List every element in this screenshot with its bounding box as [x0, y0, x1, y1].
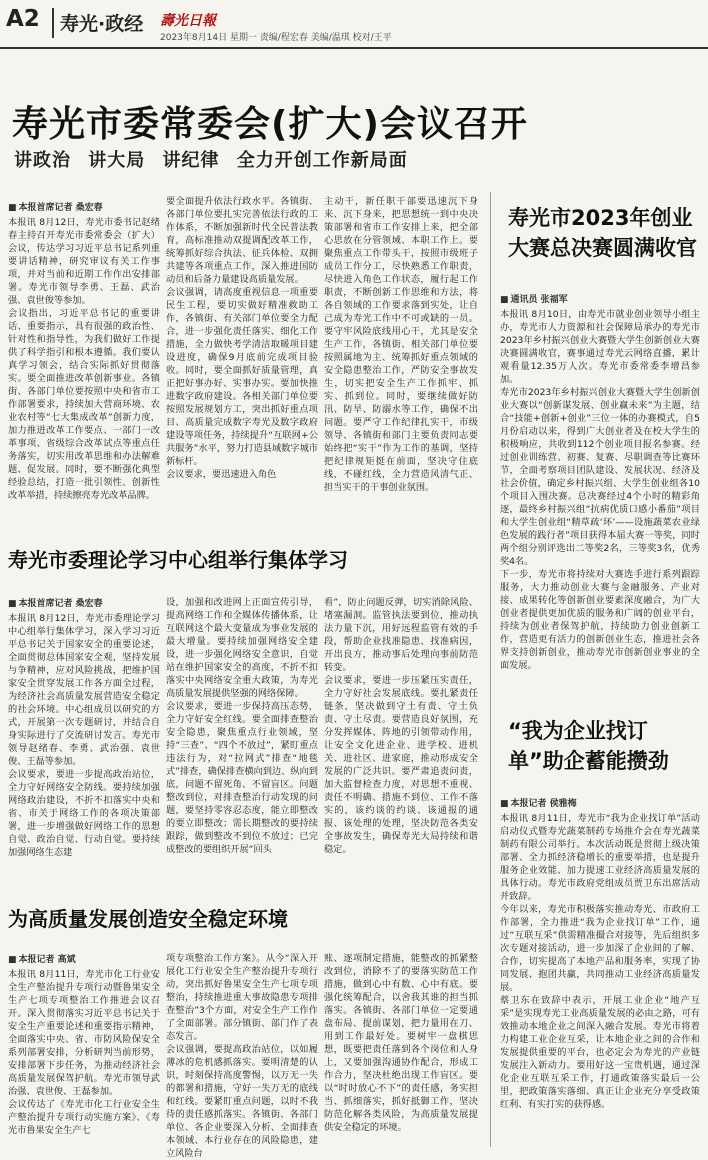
lead-subheadline: 讲政治 讲大局 讲纪律 全力开创工作新局面	[14, 150, 408, 171]
art2-byline: ■ 本报首席记者 桑宏春	[8, 596, 103, 609]
lead-column-3: 主动干，新任职干部要迅速沉下身来、沉下身来，把思想统一到中央决策部署和省市工作安排上来，把全部心思放在分管领域、本职工作上。要聚焦重点工作带头干，按照市级班子成员工作分工，尽快熟悉工作职责，尽快进入角色工作状态，履行起工作职责，不断创新工作思维和方法，将各自领域的工作要求落到实处，让自己成为寿光工作中不可或缺的一员。要守牢风险底线用心干，尤其是安全生产工作，各镇街、相关部门单位要按照属地为主、统筹抓好重点领域的安全隐患整治工作，严防安全事故发生，切实把安全生产工作抓牢、抓实、抓到位。同时，要继续做好防汛、防旱、防溺水等工作，确保不出问题。要严守工作纪律扎实干，市级领导、各镇街和部门主要负责同志要始终把“实干”作为工作的基调，坚持把纪律规矩挺在前面，坚决守住底线，不碰红线，全力营造风清气正、担当实干的干事创业氛围。	[324, 196, 478, 493]
art3-column-1: 本报讯 8月11日，寿光市化工行业安全生产整治提升专项行动暨鲁果安全生产七项专项整治工作推进会议召开。深入贯彻落实习近平总书记关于安全生产重要论述和重要指示精神，全面落实中央、省、市防风险保安全系列部署安排，分析研判当前形势，安排部署下步任务，为推动经济社会高质量发展保驾护航。寿光市领导武治强、袁世俊、王磊参加。 会议传达了《寿光市化工行业安全生产整治提升专项行动实施方案》、《寿光市鲁果安全生产七	[8, 969, 160, 1136]
side2-byline: ■ 本报记者 侯雅梅	[500, 796, 577, 809]
page-number: A2	[6, 6, 40, 32]
side1-byline: ■ 通讯员 张福军	[500, 292, 568, 305]
lead-headline: 寿光市委常委会(扩大)会议召开	[12, 104, 528, 145]
art3-column-2: 项专项整治工作方案》。从今“深入开展化工行业安全生产整治提升专项行动，突出抓好鲁果安全生产七项专项整治，持续推进重大事故隐患专项排查整治”3个方面，对安全生产工作作了全面部署。部分镇街、部门作了表态发言。 会议强调，要提高政治站位，以如履薄冰的危机感抓落实。要明清楚的认识，时刻保持高度警惕，以万无一失的都署和措施，守好一失万无的底线和红线。要紧盯重点问题，以时不我待的责任感抓落实。各镇街、各部门单位、各企业要深入分析、全面排查本领域、本行业存在的风险隐患，建立风险台	[166, 953, 318, 1159]
art3-byline: ■ 本报记者 高斌	[8, 952, 76, 965]
side2-headline: “我为企业找订单”助企蓄能攒劲	[508, 719, 669, 773]
lead-byline: ■ 本报首席记者 桑宏春	[8, 200, 103, 213]
section-name: 寿光·政经	[60, 13, 144, 35]
lead-column-2: 要全面提升依法行政水平。各镇街、各部门单位要扎实完善依法行政的工作体系，不断加强新时代全民普法教育，高标准推动双提调配改革工作，统筹抓好综合执法、征兵体检、双拥共建等各项重点工作，深入推进国防动员和后备力量建设高质量发展。 会议强调，请高度重视信息一项重要民生工程，要切实做好精准救助工作，各镇街、有关部门单位要全力配合，进一步强化责任落实、细化工作措施，全力做快考学清洁取暖项目建设进度，确保9月底前完成项目验收。同时，要全面抓好质量管理，真正把好事办好、实事办实。要加快推进数字政府建设。各相关部门单位要按照发展规划方工，突出抓好重点项目、高质量完成数字寿光及数字政府建设等项任务，持续提升“互联网+公共服务”水平，努力打造县域数字城市新标杆。 会议要求，要迅速进入角色	[166, 196, 318, 480]
page-header	[0, 0, 708, 46]
art2-column-1: 本报讯 8月12日，寿光市委理论学习中心组举行集体学习，深入学习习近平总书记关于国家安全的重要论述，全面贯彻总体国家安全观，坚持发展与争精神，应对风险挑战，把维护国家安全贯穿发展工作各方面全过程，为经济社会高质量发展营造安全稳定的社会环境。中心组成员以研究的方式，开展第一次专题研讨，并结合自身实际进行了交流研讨发言。寿光市领导赵绪春、李勇、武治强、袁世俊、王磊等参加。 会议要求，要进一步提高政治站位，全力守好网络安全防线。要持续加强网络政治建设，不折不扣落实中央和省、市关于网络工作的各项决策部署，进一步增强做好网络工作的思想自觉、政治自觉、行动自觉。要持续加强网络生态建	[8, 613, 160, 858]
sidebar-divider	[490, 192, 491, 1147]
art3-headline: 为高质量发展创造安全稳定环境	[8, 907, 288, 931]
side2-body: 本报讯 8月11日，寿光市“我为企业找订单”活动启动仪式暨寿光蔬菜制药专场推介会在寿光蔬菜制药有限公司举行。本次活动既是贯彻上级决策部署、全力抓经济稳增长的重要举措，也是提升服务企业效能、加力提速工业经济高质量发展的具体行动。寿光市政府党组成员贾卫东出席活动并致辞。 今年以来，寿光市积极落实推动寿光、市政府工作部署，全力推进“我为企业找订单”工作，通过“互联互采”供需精准撮合对接等，先后组织多次专题对接活动，进一步加深了企业间的了解、合作，切实提高了本地产品和服务率，实现了协同发展、抱团共赢，共同推动工业经济高质量发展。 蔡卫东在致辞中表示，开展工业企业“地产互采”是实现寿光工业高质量发展的必由之路，可有效推动本地企业之间深入融合发展。寿光市将着力构建工业企业互采，让本地企业之间的合作和发展提供重要的平台，也必定会为寿光的产业链发展注入新动力。要用好这一宝贵机遇，通过深化企业互联互采工作，打通政策落实最后一公里，把政策落实落细、真正让企业充分享受政策红利、有实打实的获得感。	[500, 813, 700, 1110]
lead-column-1: 本报讯 8月12日，寿光市委书记赵绪春主持召开寿光市委常委会（扩大）会议，传达学习习近平总书记系列重要讲话精神，研究审议有关工作事项，并对当前和近期工作作出安排部署。寿光市领导李勇、王磊、武治强、袁世俊等参加。 会议指出，习近平总书记的重要讲话、重要指示，具有很强的政治性、针对性和指导性，为我们做好工作提供了科学指引和根本遵循。我们要认真学习领会，结合实际抓好贯彻落实。要全面推进改革创新事业。各镇街、各部门单位要按照中央和省市工作部署要求，持续加大营商环境、农业农村等“七大集成改革”创新力度，加力推进改革工作要点、一部门一改革事项、省级综合改革试点等重点任务落实，切实用改革思维和办法解难题、促发展。同时，要不断强化典型经验总结，打造一批引领性、创新性改革举措，持续擦亮寿光改革品牌。	[8, 217, 160, 501]
issue-meta: 2023年8月14日 星期一 责编/程宏春 美编/温琪 校对/王平	[160, 33, 392, 43]
side1-headline: 寿光市2023年创业大赛总决赛圆满收官	[508, 206, 697, 260]
art2-column-2: 设，加强和改进网上正面宣传引导，提高网络工作和全媒体传播体系，让互联网这个最大变量成为事业发展的最大增量。要持续加强网络安全建设，进一步强化网络安全意识，自觉站在维护国家安全的高度，不折不扣落实中央网络安全重大政策，为寿光高质量发展提供坚强的网络保障。 会议要求，要进一步保持高压态势，全力守好安全红线。要全面排查整治安全隐患，聚焦重点行业领域，坚持“三查”、“四个不放过”，紧盯重点违法行为，对“拉网式”排查“地毯式”排查，确保排查横向到边、纵向到底，问题不留死角、不留盲区。问题整改到位，对排查整治行动发现的问题，要坚持零容忍态度，能立即整改的要立即整改；需长期整改的要持续跟踪，做到整改不到位不放过；已完成整改的要组织开展“回头	[166, 597, 318, 855]
art2-headline: 寿光市委理论学习中心组举行集体学习	[8, 548, 348, 572]
side1-body: 本报讯 8月10日，由寿光市就业创业领导小组主办，寿光市人力资源和社会保障局承办的寿光市2023年乡村振兴创业大赛暨大学生创新创业大赛决赛圆满收官，赛事通过寿光云网络直播，累计观看量12.35万人次。寿光市委常委李增昌参加。 寿光市2023年乡村振兴创业大赛暨大学生创新创业大赛以“创新谋发展、创业赢未来”为主题，结合“技能+创新+创业”三位一体的办赛模式，自5月份启动以来，得到广大创业者及在校大学生的积极响应，共收到112个创业项目报名参赛。经过创业训练营、初赛、复赛、尽职调查等比赛环节，全面考察项目团队建设、发展状况、经济及社会价值，确定乡村振兴组、大学生创业组各10个项目入围决赛。总决赛经过4个小时的精彩角逐，最终乡村振兴组“抗病优质口感小番茄”项目和大学生创业组“精草疏‘环’——设施蔬菜农业绿色发展的践行者”项目获得本届大赛一等奖，同时两个组分别评选出二等奖2名，三等奖3名，优秀奖4名。 下一步，寿光市将持续对大赛选手进行系列跟踪服务，大力推动创业大赛与金融服务、产业对接、成果转化等创新创业要素深度融合，为广大创业者提供更加优质的服务和广阔的创业平台，持续为创业者保驾护航，持续助力创业创新工作，营造更有活力的创新创业生态，推进社会各界支持创新创业，推动寿光市创新创业事业的全面发展。	[500, 309, 700, 671]
header-rule	[0, 47, 708, 49]
art3-column-3: 账、逐项制定措施，能整改的抓紧整改到位，消除不了的要落实防范工作措施，做到心中有数、心中有底。要强化统筹配合，以舍我其谁的担当抓落实。各镇街、各部门单位一定要通盘布局、提前谋划，把力量用在刀、用到工作最好处。要树牢一盘棋思想，既要把责任落到各个岗位和人身上，又要加强沟通协作配合，形成工作合力，坚决杜绝出现工作盲区。要以“时时放心不下”的责任感，务实担当、抓细落实，抓好抵御工作，坚决防范化解各类风险，为高质量发展提供安全稳定的环境。	[324, 953, 478, 1133]
newspaper-logo: 壽光日報	[160, 13, 216, 29]
art2-column-3: 看”，防止问题反弹，切实消除风险、堵塞漏洞。监管执法要到位，推动执法力量下沉，用好远程监管有效的手段，帮助企业找准隐患、找准病因，开出良方，推动事后处理向事前防范转变。 会议要求，要进一步压紧压实责任，全力守好社会发展底线。要扎紧责任链条，坚决做到守土有责、守土负责、守土尽责。要营造良好氛围，充分发挥媒体、阵地的引领带动作用，让安全文化进企业、进学校、进机关、进社区、进家庭，推动形成安全发展的广泛共识。要严肃追责问责，加大监督检查力度，对思想不重视、责任不明确、措施不到位、工作不落实的，该约谈的约谈、该通报的通报、该处理的处理，坚决防范各类安全事故发生，确保寿光大局持续和谐稳定。	[324, 597, 478, 855]
header-divider	[52, 8, 54, 38]
